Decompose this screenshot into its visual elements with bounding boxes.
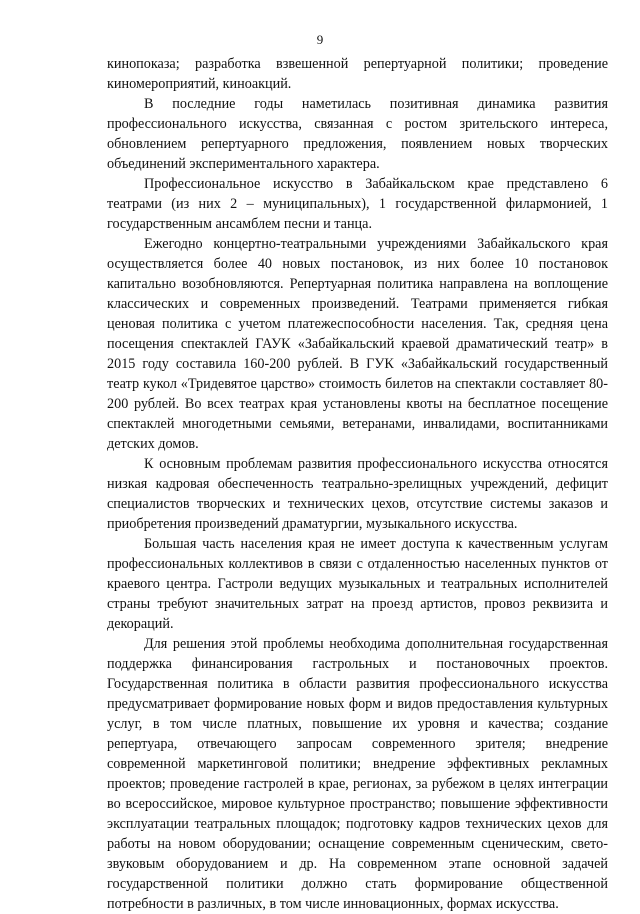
- paragraph-problems: К основным проблемам развития профессионального искусства относятся низкая кадровая обеспеченность театрально-зрелищных учреждений, дефицит специалистов творческих и технических цехов, отсутствие системы заказов и приобретения произведений драматургии, музыкального искусства.: [107, 456, 608, 532]
- paragraph-access: Большая часть населения края не имеет доступа к качественным услугам профессиональных коллективов в связи с отдаленностью населенных пунктов от краевого центра. Гастроли ведущих музыкальных и театральных исполнителей страны требуют значительных затрат на проезд артистов, провоз реквизита и декораций.: [107, 536, 608, 632]
- paragraph-institutions: Профессиональное искусство в Забайкальском крае представлено 6 театрами (из них 2 – муниципальных), 1 государственной филармонией, 1 государственным ансамблем песни и танца.: [107, 176, 608, 232]
- paragraph-policy: Для решения этой проблемы необходима дополнительная государственная поддержка финансирования гастрольных и постановочных проектов. Государственная политика в области развития профессионального искусства предусматривает формирование новых форм и видов предоставления культурных услуг, в том числе платных, повышение их уровня и качества; создание репертуара, отвечающего запросам современного зрителя; внедрение современной маркетинговой политики; внедрение эффективных рекламных проектов; проведение гастролей в крае, регионах, за рубежом в целях интеграции во всероссийское, мировое культурное пространство; повышение эффективности эксплуатации театральных площадок; подготовку кадров технических цехов для работы на новом оборудовании; оснащение современным сценическим, свето-звуковым оборудованием и др. На современном этапе основной задачей государственной политики должно стать формирование общественной потребности в различных, в том числе инновационных, формах искусства.: [107, 636, 608, 912]
- paragraph-continuation: кинопоказа; разработка взвешенной репертуарной политики; проведение киномероприятий, киноакций.: [107, 56, 608, 92]
- document-body: [107, 54, 608, 914]
- paragraph-dynamics: В последние годы наметилась позитивная динамика развития профессионального искусства, связанная с ростом зрительского интереса, обновлением репертуарного предложения, появлением новых творческих объединений экспериментального характера.: [107, 96, 608, 172]
- paragraph-productions: Ежегодно концертно-театральными учреждениями Забайкальского края осуществляется более 40 новых постановок, из них более 10 постановок капитально возобновляются. Репертуарная политика направлена на воплощение классических и современных произведений. Театрами применяется гибкая ценовая политика с учетом платежеспособности населения. Так, средняя цена посещения спектаклей ГАУК «Забайкальский краевой драматический театр» в 2015 году составила 160-200 рублей. В ГУК «Забайкальский государственный театр кукол «Тридевятое царство» стоимость билетов на спектакли составляет 80-200 рублей. Во всех театрах края установлены квоты на бесплатное посещение спектаклей многодетными семьями, ветеранами, инвалидами, воспитанниками детских домов.: [107, 236, 608, 452]
- page-number: 9: [316, 32, 324, 47]
